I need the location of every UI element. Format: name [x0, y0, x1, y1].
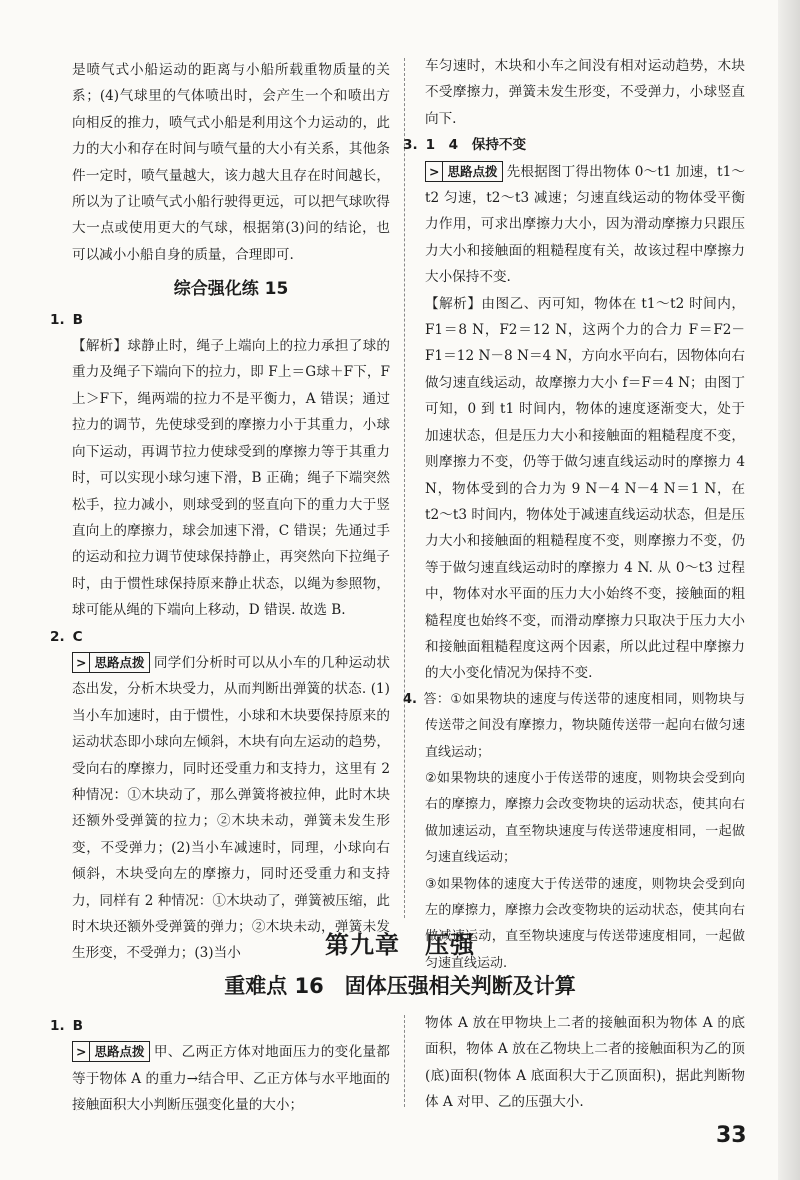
hint-label: 思路点拨: [94, 1044, 145, 1060]
hint-label: 思路点拨: [94, 654, 145, 670]
question-3: [403, 132, 745, 158]
question-number: 3.: [403, 137, 418, 154]
question-answer: B: [72, 311, 83, 328]
bottom-question-1: [50, 1013, 390, 1039]
question-answer: 1 4 保持不变: [425, 137, 527, 154]
left-column: [50, 57, 390, 967]
chevron-right-icon: >: [426, 162, 443, 181]
question-3-hint: [425, 159, 745, 291]
question-1: [50, 307, 390, 333]
question-answer: C: [72, 628, 83, 645]
hint-label: 思路点拨: [447, 163, 498, 179]
hint-text: 甲、乙两正方体对地面压力的变化量都等于物体 A 的重力→结合甲、乙正方体与水平地面的接触面积大小判断压强变化量的大小；: [72, 1044, 390, 1114]
column-divider: [404, 58, 405, 918]
section-title: 综合强化练 15: [173, 279, 289, 300]
bottom-right-text: 物体 A 放在甲物块上二者的接触面积为物体 A 的底面积，物体 A 放在乙物块上二者的接触面积为乙的顶(底)面积(物体 A 底面积大于乙顶面积)，据此判断物体 A 对甲、乙的压强大小.: [425, 1015, 745, 1111]
question-answer: B: [72, 1018, 83, 1034]
question-1-explanation: 【解析】球静止时，绳子上端向上的拉力承担了球的重力及绳子下端向下的拉力，即 F上＝G球＋F下，F上＞F下，绳两端的拉力不是平衡力，A 错误；通过拉力的调节，先使球受到的摩擦力小于其重力，小球向下运动，再调节拉力使球受到的摩擦力等于其重力时，可以实现小球匀速下滑，B 正确；绳子下端突然松手，拉力减小，则球受到的竖直向下的重力大于竖直向上的摩擦力，球会加速下滑，C 错误；先通过手的运动和拉力调节使球保持静止，再突然向下拉绳子时，由于惯性球保持原来静止状态，以绳为参照物，球可能从绳的下端向上移动，D 错误. 故选 B.: [72, 338, 390, 619]
hint-tag: [72, 652, 150, 673]
bottom-left-column: [50, 1013, 390, 1119]
page-edge-shadow: [778, 0, 800, 1180]
chevron-right-icon: >: [73, 653, 90, 672]
question-2-hint: [72, 650, 390, 967]
continuation-text: 车匀速时，木块和小车之间没有相对运动趋势，木块不受摩擦力，弹簧未发生形变，不受弹力，小球竖直向下.: [425, 58, 745, 127]
answer-part-1: 答：①如果物块的速度与传送带的速度相同，则物块与传送带之间没有摩擦力，物块随传送带一起向右做匀速直线运动；: [422, 691, 745, 760]
chevron-right-icon: >: [73, 1042, 90, 1061]
focus-point-title: 重难点 16 固体压强相关判断及计算: [224, 974, 576, 998]
chapter-title: 第九章 压强: [325, 931, 475, 959]
question-4: [403, 687, 745, 766]
hint-tag: [72, 1041, 150, 1062]
intro-paragraph: 是喷气式小船运动的距离与小船所载重物质量的关系；(4)气球里的气体喷出时，会产生一个和喷出方向相反的推力，喷气式小船是利用这个力运动的，此力的大小和存在时间与喷气量的大小有关系，其他条件一定时，喷气量越大，该力越大且存在时间越长，所以为了让喷气式小船行驶得更远，可以把气球吹得大一点或使用更大的气球，根据第(3)问的结论，也可以减小小船自身的质量，合理即可.: [72, 62, 390, 263]
right-column: [403, 53, 745, 977]
answer-part-3: ③如果物体的速度大于传送带的速度，则物块会受到向左的摩擦力，摩擦力会改变物块的运动状态，使其向右做减速运动，直至物块速度与传送带速度相同，一起做匀速直线运动.: [425, 876, 745, 971]
question-3-explanation: 【解析】由图乙、丙可知，物体在 t1～t2 时间内，F1＝8 N，F2＝12 N，这两个力的合力 F＝F2－F1＝12 N－8 N＝4 N，方向水平向右，因物体向右做匀速直线运动，故摩擦力大小 f＝F＝4 N；由图丁可知，0 到 t1 时间内，物体的速度逐渐变大，处于加速状态，但是压力大小和接触面的粗糙程度不变，则摩擦力不变，仍等于做匀速直线运动时的摩擦力 4 N，物体受到的合力为 9 N－4 N－4 N＝1 N，在 t2～t3 时间内，物体处于减速直线运动状态，但是压力大小和接触面的粗糙程度不变，则摩擦力不变，仍等于做匀速直线运动时的摩擦力 4 N. 从 0～t3 过程中，物体对水平面的压力大小始终不变，接触面的粗糙程度也始终不变，而滑动摩擦力只取决于压力大小和接触面粗糙程度这两个因素，所以此过程中摩擦力的大小变化情况为保持不变.: [425, 295, 745, 682]
column-divider-lower: [404, 1015, 405, 1107]
bottom-right-column: [425, 1010, 745, 1116]
question-number: 4.: [403, 691, 417, 707]
bottom-question-1-hint: [72, 1039, 390, 1118]
hint-tag: [425, 161, 503, 182]
hint-text: 同学们分析时可以从小车的几种运动状态出发，分析木块受力，从而判断出弹簧的状态. (1)当小车加速时，由于惯性，小球和木块要保持原来的运动状态即小球向左倾斜，木块有向左运动的趋势，受向右的摩擦力，同时还受重力和支持力，这里有 2 种情况：①木块动了，那么弹簧将被拉伸，此时木块还额外受弹簧的拉力；②木块未动，弹簧未发生形变，不受弹力；(2)当小车减速时，同理，小球向右倾斜，木块受向左的摩擦力，同时还受重力和支持力，同样有 2 种情况：①木块动了，弹簧被压缩，此时木块还额外受弹簧的弹力；②木块未动，弹簧未发生形变，不受弹力；(3)当小: [72, 654, 390, 962]
question-2: [50, 624, 390, 650]
question-number: 2.: [50, 628, 65, 645]
hint-text: 先根据图丁得出物体 0～t1 加速，t1～t2 匀速，t2～t3 减速；匀速直线运动的物体受平衡力作用，可求出摩擦力大小，因为滑动摩擦力只跟压力大小和接触面的粗糙程度有关，故该过程中摩擦力大小保持不变.: [425, 163, 745, 286]
question-number: 1.: [50, 1018, 65, 1034]
page-number: 33: [716, 1123, 747, 1148]
answer-part-2: ②如果物块的速度小于传送带的速度，则物块会受到向右的摩擦力，摩擦力会改变物块的运动状态，使其向右做加速运动，直至物块速度与传送带速度相同，一起做匀速直线运动；: [425, 770, 745, 866]
question-number: 1.: [50, 311, 65, 328]
